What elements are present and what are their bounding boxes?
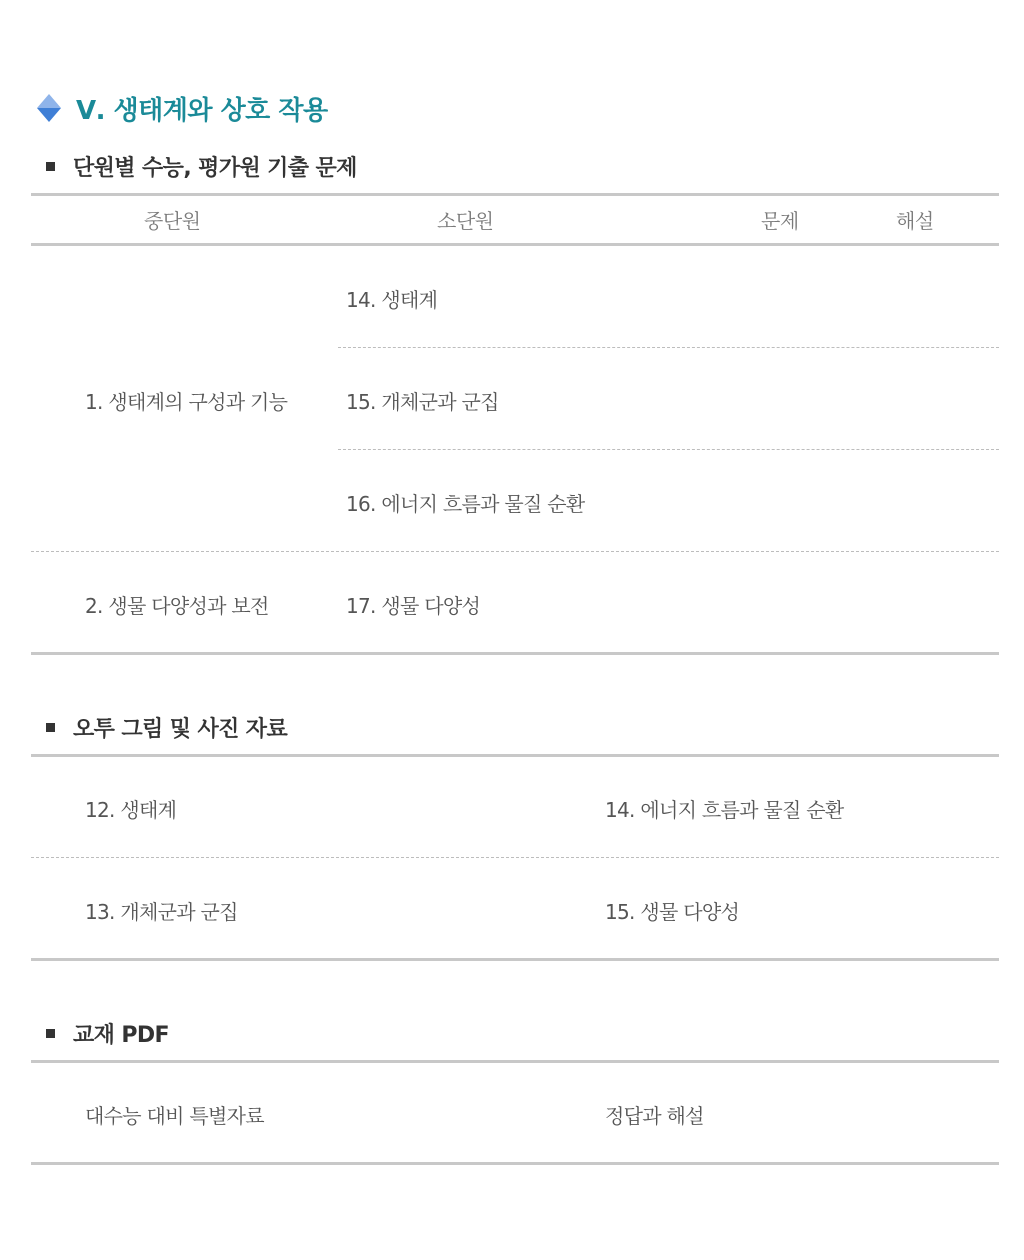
figure-link[interactable]: 13. 개체군과 군집 — [85, 900, 238, 924]
figure-link[interactable]: 14. 에너지 흐름과 물질 순환 — [605, 798, 844, 822]
table-top-rule — [31, 193, 999, 196]
diamond-icon — [36, 93, 62, 123]
row-divider — [338, 347, 999, 348]
bullet-square-icon — [46, 723, 55, 732]
col-header-problem: 문제 — [761, 209, 799, 233]
bullet-square-icon — [46, 162, 55, 171]
small-unit-link[interactable]: 14. 생태계 — [346, 288, 438, 312]
figure-link[interactable]: 15. 생물 다양성 — [605, 900, 740, 924]
bullet-square-icon — [46, 1029, 55, 1038]
table-top-rule — [31, 754, 999, 757]
section-heading-exam — [46, 151, 357, 181]
table-bottom-rule — [31, 958, 999, 961]
small-unit-link[interactable]: 16. 에너지 흐름과 물질 순환 — [346, 492, 585, 516]
unit-title-row — [36, 88, 328, 128]
pdf-link[interactable]: 대수능 대비 특별자료 — [85, 1104, 264, 1128]
table-bottom-rule — [31, 652, 999, 655]
middle-unit-label: 2. 생물 다양성과 보전 — [85, 594, 269, 618]
row-divider — [31, 857, 999, 858]
section-heading-pdf — [46, 1018, 169, 1048]
middle-unit-label: 1. 생태계의 구성과 기능 — [85, 390, 288, 414]
small-unit-link[interactable]: 17. 생물 다양성 — [346, 594, 481, 618]
figure-link[interactable]: 12. 생태계 — [85, 798, 177, 822]
col-header-solution: 해설 — [896, 209, 934, 233]
col-header-small-unit: 소단원 — [437, 209, 494, 233]
section-title: 단원별 수능, 평가원 기출 문제 — [73, 155, 357, 181]
pdf-link[interactable]: 정답과 해설 — [605, 1104, 704, 1128]
col-header-middle-unit: 중단원 — [144, 209, 201, 233]
section-title: 교재 PDF — [73, 1022, 169, 1048]
row-divider — [338, 449, 999, 450]
group-divider — [31, 551, 999, 552]
unit-title: Ⅴ. 생태계와 상호 작용 — [76, 95, 328, 126]
section-heading-figures — [46, 712, 287, 742]
table-bottom-rule — [31, 1162, 999, 1165]
section-title: 오투 그림 및 사진 자료 — [73, 716, 288, 742]
table-top-rule — [31, 1060, 999, 1063]
header-bottom-rule — [31, 243, 999, 246]
small-unit-link[interactable]: 15. 개체군과 군집 — [346, 390, 499, 414]
